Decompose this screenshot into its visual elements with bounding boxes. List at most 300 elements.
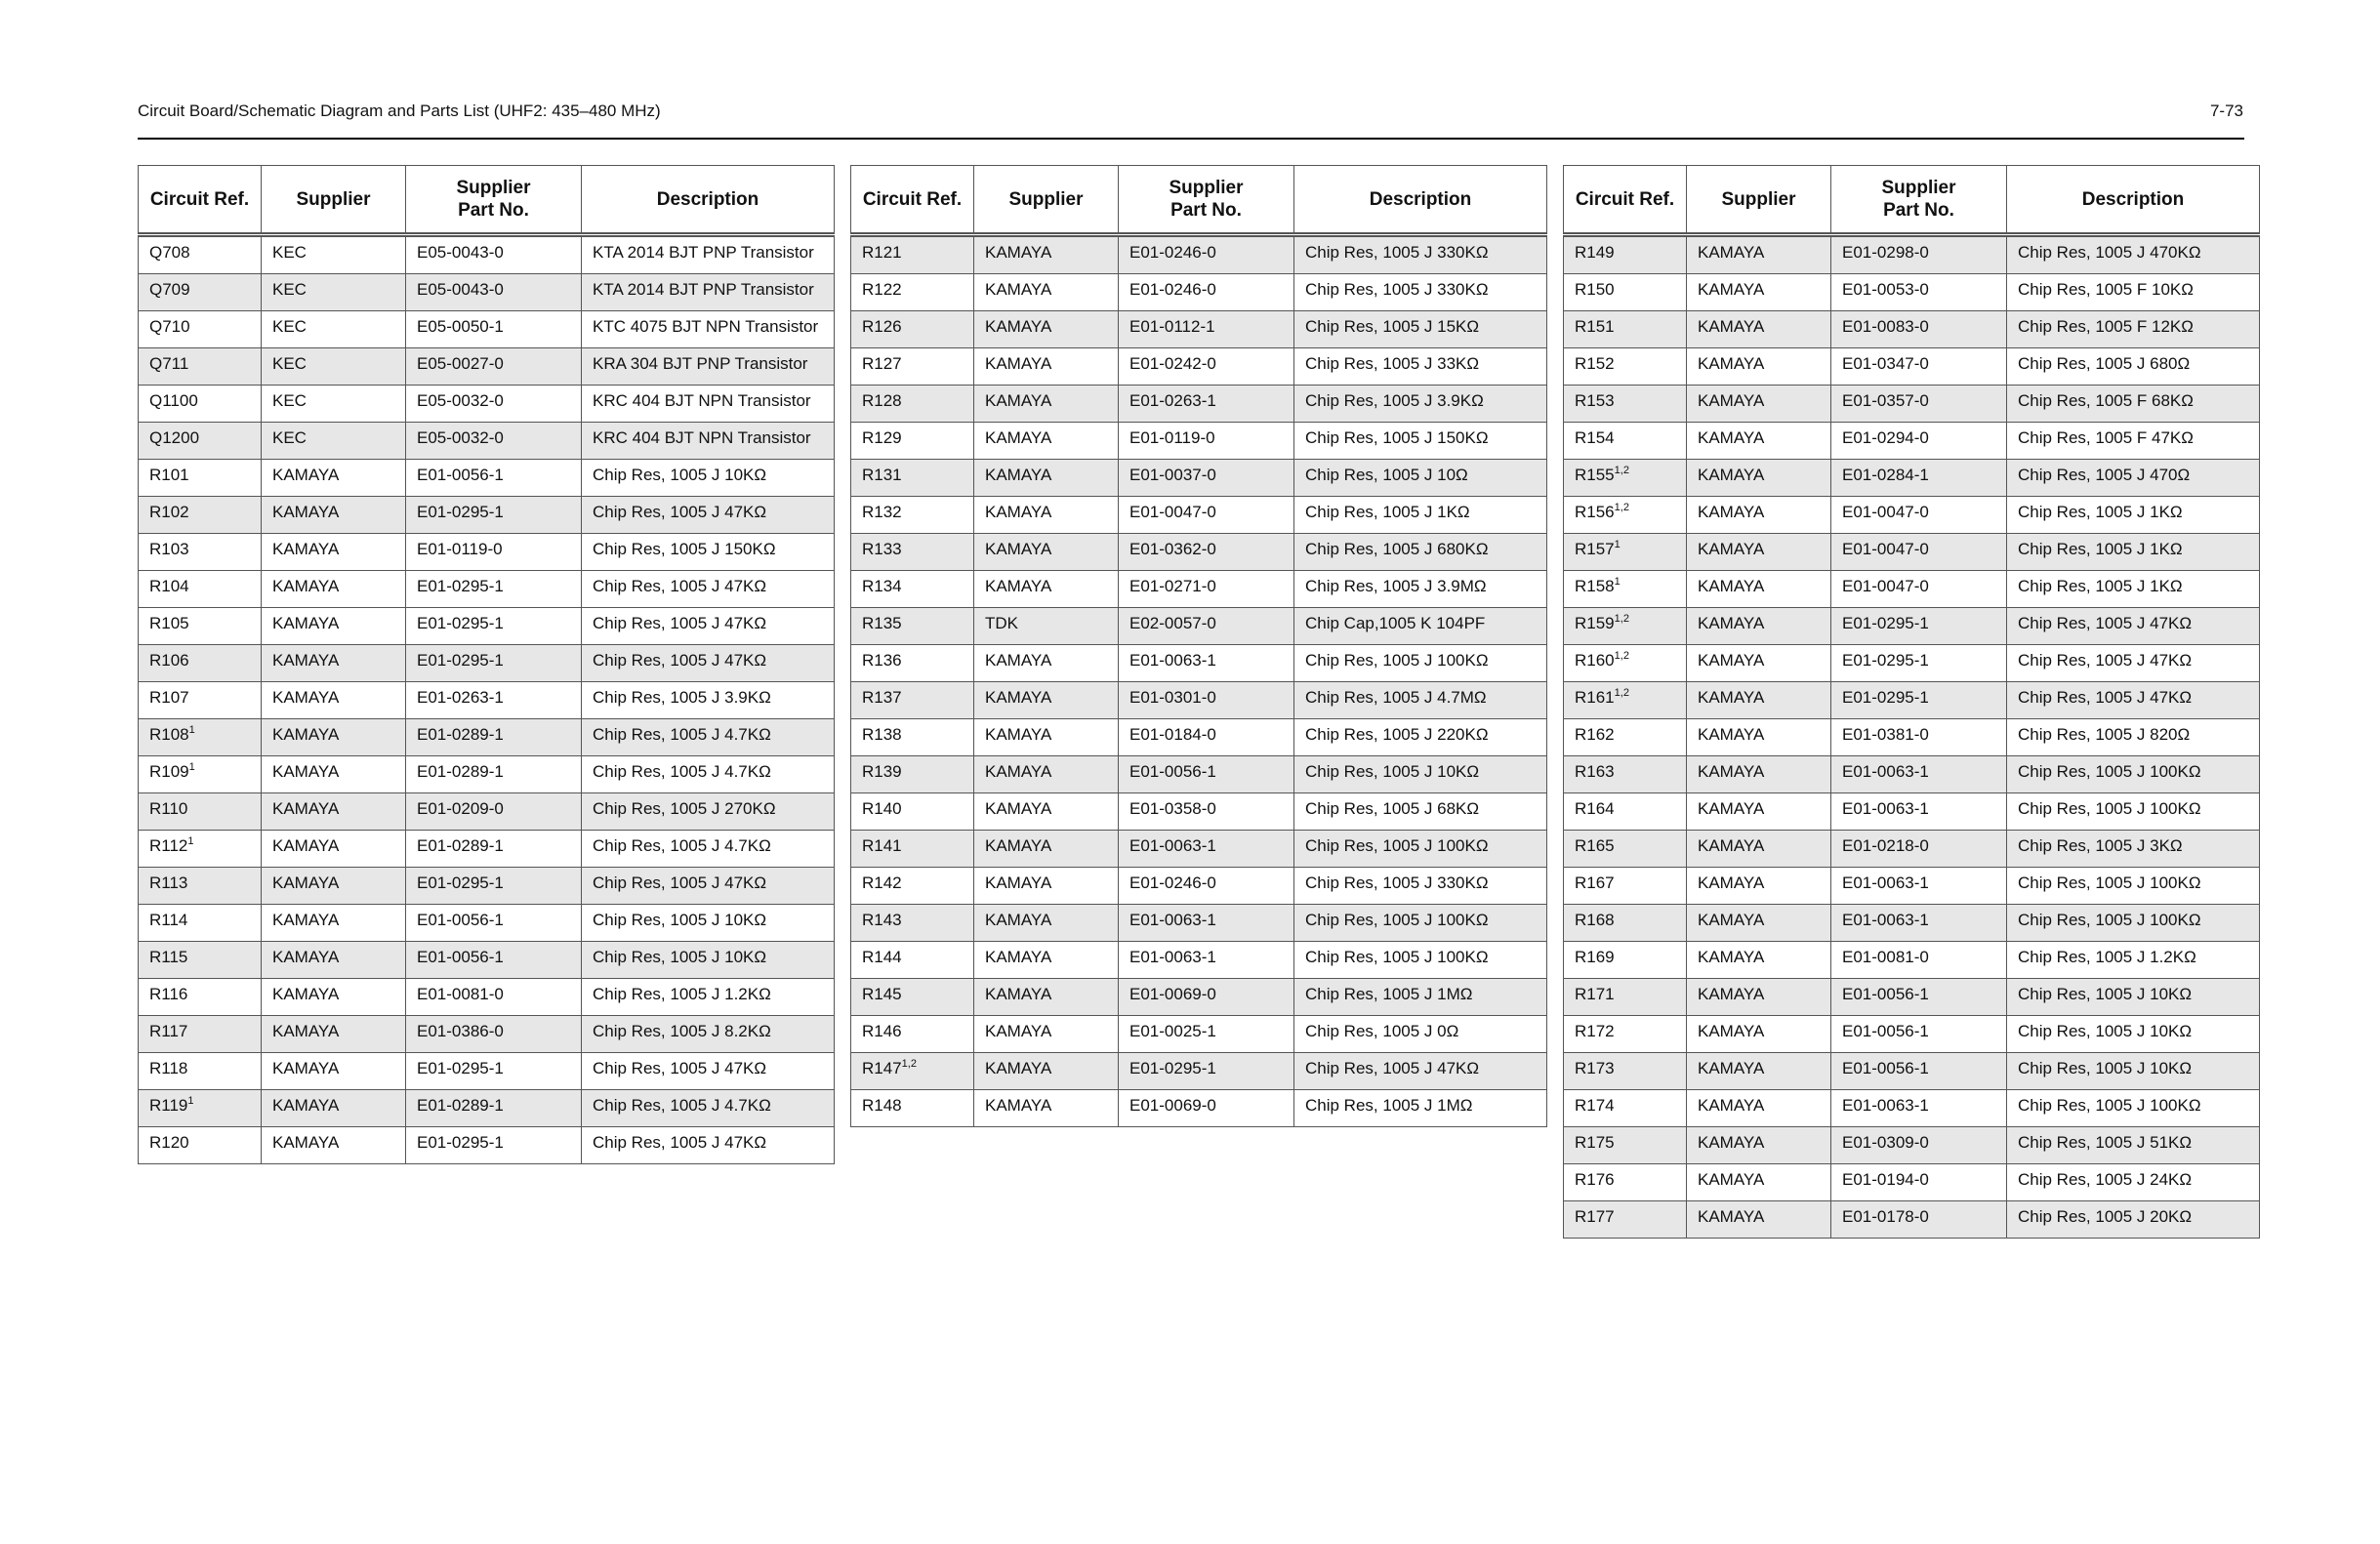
table-row xyxy=(139,608,835,645)
circuit-ref-cell xyxy=(1564,1016,1687,1053)
part-no-cell: E01-0295-1 xyxy=(406,571,582,608)
supplier-cell: KAMAYA xyxy=(974,235,1119,274)
footnote-marker: 1,2 xyxy=(901,1058,917,1070)
circuit-ref-cell xyxy=(1564,979,1687,1016)
table-row xyxy=(139,905,835,942)
table-row xyxy=(1564,460,2260,497)
part-no-cell: E01-0081-0 xyxy=(406,979,582,1016)
supplier-cell: KAMAYA xyxy=(1687,1201,1831,1239)
supplier-cell: KAMAYA xyxy=(1687,831,1831,868)
supplier-cell: KAMAYA xyxy=(1687,423,1831,460)
table-row xyxy=(1564,274,2260,311)
circuit-ref-header: Circuit Ref. xyxy=(1564,166,1687,235)
circuit-ref-cell xyxy=(851,1016,974,1053)
description-cell: KTC 4075 BJT NPN Transistor xyxy=(582,311,835,348)
circuit-ref-cell xyxy=(139,682,262,719)
supplier-cell: KAMAYA xyxy=(1687,645,1831,682)
description-cell: Chip Res, 1005 J 330KΩ xyxy=(1294,868,1547,905)
circuit-ref: R177 xyxy=(1575,1207,1615,1226)
description-header: Description xyxy=(582,166,835,235)
circuit-ref: R129 xyxy=(862,428,902,447)
parts-table-2 xyxy=(850,165,1547,1127)
circuit-ref-cell xyxy=(139,571,262,608)
table-row xyxy=(139,942,835,979)
supplier-cell: KAMAYA xyxy=(262,868,406,905)
circuit-ref-cell xyxy=(1564,386,1687,423)
footnote-marker: 1 xyxy=(188,724,195,736)
description-cell: Chip Res, 1005 J 330KΩ xyxy=(1294,274,1547,311)
circuit-ref-cell xyxy=(851,645,974,682)
circuit-ref: R101 xyxy=(149,466,189,484)
part-no-cell: E01-0295-1 xyxy=(1119,1053,1294,1090)
part-no-cell: E01-0295-1 xyxy=(406,868,582,905)
table-row xyxy=(139,831,835,868)
table-row xyxy=(139,756,835,793)
circuit-ref: R126 xyxy=(862,317,902,336)
supplier-cell: KAMAYA xyxy=(1687,311,1831,348)
part-no-cell: E01-0289-1 xyxy=(406,756,582,793)
supplier-cell: KAMAYA xyxy=(1687,608,1831,645)
circuit-ref-cell xyxy=(851,942,974,979)
circuit-ref-cell xyxy=(851,497,974,534)
part-no-cell: E01-0112-1 xyxy=(1119,311,1294,348)
circuit-ref-cell xyxy=(1564,274,1687,311)
description-cell: Chip Res, 1005 F 47KΩ xyxy=(2007,423,2260,460)
part-no-cell: E01-0295-1 xyxy=(406,1127,582,1164)
part-no-cell: E01-0295-1 xyxy=(406,497,582,534)
part-no-cell: E01-0246-0 xyxy=(1119,868,1294,905)
supplier-cell: KAMAYA xyxy=(1687,979,1831,1016)
circuit-ref-cell xyxy=(851,311,974,348)
part-no-cell: E01-0063-1 xyxy=(1831,756,2007,793)
circuit-ref-cell xyxy=(851,756,974,793)
header-rule xyxy=(138,138,2244,140)
circuit-ref-header: Circuit Ref. xyxy=(139,166,262,235)
part-no-cell: E01-0209-0 xyxy=(406,793,582,831)
supplier-cell: KAMAYA xyxy=(262,1016,406,1053)
table-row xyxy=(851,274,1547,311)
part-no-cell: E01-0047-0 xyxy=(1831,497,2007,534)
description-cell: Chip Res, 1005 J 3KΩ xyxy=(2007,831,2260,868)
footnote-marker: 1 xyxy=(188,761,195,773)
description-cell: Chip Res, 1005 J 820Ω xyxy=(2007,719,2260,756)
circuit-ref-cell xyxy=(139,756,262,793)
circuit-ref: Q1100 xyxy=(149,391,198,410)
part-no-cell: E01-0263-1 xyxy=(406,682,582,719)
circuit-ref: R132 xyxy=(862,503,902,521)
circuit-ref: R175 xyxy=(1575,1133,1615,1152)
table-row xyxy=(1564,1053,2260,1090)
circuit-ref-cell xyxy=(851,868,974,905)
table-row xyxy=(139,571,835,608)
header-row xyxy=(139,166,835,235)
circuit-ref: R114 xyxy=(149,911,188,929)
circuit-ref-cell xyxy=(1564,831,1687,868)
description-cell: Chip Res, 1005 J 680KΩ xyxy=(1294,534,1547,571)
part-no-cell: E01-0301-0 xyxy=(1119,682,1294,719)
circuit-ref: R174 xyxy=(1575,1096,1615,1115)
circuit-ref-cell xyxy=(851,235,974,274)
circuit-ref: R142 xyxy=(862,874,902,892)
circuit-ref-cell xyxy=(139,793,262,831)
part-no-cell: E01-0295-1 xyxy=(1831,608,2007,645)
circuit-ref: R104 xyxy=(149,577,189,595)
circuit-ref: R115 xyxy=(149,948,188,966)
table-row xyxy=(851,756,1547,793)
part-no-cell: E02-0057-0 xyxy=(1119,608,1294,645)
supplier-cell: KAMAYA xyxy=(974,386,1119,423)
supplier-cell: KAMAYA xyxy=(262,979,406,1016)
circuit-ref-cell xyxy=(1564,645,1687,682)
part-no-cell: E01-0063-1 xyxy=(1119,831,1294,868)
circuit-ref: R128 xyxy=(862,391,902,410)
table-row xyxy=(1564,423,2260,460)
table-row xyxy=(1564,235,2260,274)
table-row xyxy=(1564,831,2260,868)
circuit-ref-cell xyxy=(139,645,262,682)
part-no-cell: E01-0083-0 xyxy=(1831,311,2007,348)
description-cell: Chip Res, 1005 J 100KΩ xyxy=(2007,793,2260,831)
circuit-ref: R149 xyxy=(1575,243,1615,262)
circuit-ref: R168 xyxy=(1575,911,1615,929)
table-row xyxy=(1564,386,2260,423)
part-no-cell: E01-0047-0 xyxy=(1831,571,2007,608)
part-no-cell: E01-0309-0 xyxy=(1831,1127,2007,1164)
part-no-cell: E01-0063-1 xyxy=(1831,905,2007,942)
supplier-cell: KAMAYA xyxy=(262,534,406,571)
circuit-ref: R145 xyxy=(862,985,902,1003)
part-no-cell: E01-0289-1 xyxy=(406,719,582,756)
circuit-ref: R113 xyxy=(149,874,188,892)
footnote-marker: 1,2 xyxy=(1614,613,1629,625)
description-cell: Chip Res, 1005 J 47KΩ xyxy=(582,645,835,682)
footnote-marker: 1 xyxy=(187,835,194,847)
supplier-cell: KAMAYA xyxy=(974,645,1119,682)
part-no-cell: E01-0063-1 xyxy=(1119,905,1294,942)
circuit-ref: R148 xyxy=(862,1096,902,1115)
supplier-cell: KAMAYA xyxy=(1687,235,1831,274)
circuit-ref: Q711 xyxy=(149,354,189,373)
supplier-cell: KAMAYA xyxy=(974,1090,1119,1127)
description-cell: Chip Res, 1005 J 150KΩ xyxy=(1294,423,1547,460)
supplier-cell: KAMAYA xyxy=(974,571,1119,608)
supplier-header: Supplier xyxy=(1687,166,1831,235)
supplier-cell: KAMAYA xyxy=(974,942,1119,979)
description-cell: Chip Res, 1005 J 47KΩ xyxy=(582,868,835,905)
circuit-ref: R159 xyxy=(1575,614,1615,632)
description-cell: Chip Res, 1005 J 47KΩ xyxy=(1294,1053,1547,1090)
header-row xyxy=(1564,166,2260,235)
part-no-cell: E01-0047-0 xyxy=(1831,534,2007,571)
description-cell: Chip Res, 1005 J 20KΩ xyxy=(2007,1201,2260,1239)
table-row xyxy=(139,979,835,1016)
circuit-ref-cell xyxy=(851,348,974,386)
supplier-cell: KAMAYA xyxy=(262,793,406,831)
description-cell: Chip Res, 1005 J 8.2KΩ xyxy=(582,1016,835,1053)
description-cell: Chip Res, 1005 J 1MΩ xyxy=(1294,979,1547,1016)
table-row xyxy=(1564,311,2260,348)
circuit-ref-cell xyxy=(139,868,262,905)
supplier-cell: TDK xyxy=(974,608,1119,645)
circuit-ref: R165 xyxy=(1575,836,1615,855)
supplier-cell: KAMAYA xyxy=(1687,386,1831,423)
description-cell: Chip Res, 1005 J 33KΩ xyxy=(1294,348,1547,386)
circuit-ref-cell xyxy=(139,979,262,1016)
circuit-ref: R138 xyxy=(862,725,902,744)
description-cell: Chip Res, 1005 J 3.9KΩ xyxy=(582,682,835,719)
table-row xyxy=(139,1016,835,1053)
supplier-cell: KAMAYA xyxy=(262,831,406,868)
part-no-cell: E05-0043-0 xyxy=(406,274,582,311)
part-no-cell: E01-0298-0 xyxy=(1831,235,2007,274)
description-cell: Chip Res, 1005 J 10KΩ xyxy=(1294,756,1547,793)
circuit-ref-cell xyxy=(139,497,262,534)
part-no-cell: E01-0347-0 xyxy=(1831,348,2007,386)
circuit-ref: R154 xyxy=(1575,428,1615,447)
circuit-ref: R116 xyxy=(149,985,188,1003)
supplier-cell: KAMAYA xyxy=(262,756,406,793)
description-cell: Chip Res, 1005 J 1KΩ xyxy=(2007,534,2260,571)
supplier-header: Supplier xyxy=(262,166,406,235)
supplier-cell: KAMAYA xyxy=(262,942,406,979)
table-row xyxy=(139,793,835,831)
supplier-cell: KAMAYA xyxy=(974,756,1119,793)
circuit-ref-cell xyxy=(1564,682,1687,719)
circuit-ref-cell xyxy=(139,1090,262,1127)
supplier-cell: KAMAYA xyxy=(1687,719,1831,756)
description-cell: Chip Res, 1005 J 4.7KΩ xyxy=(582,756,835,793)
part-no-cell: E01-0246-0 xyxy=(1119,274,1294,311)
part-no-cell: E01-0037-0 xyxy=(1119,460,1294,497)
part-no-cell: E01-0263-1 xyxy=(1119,386,1294,423)
supplier-cell: KEC xyxy=(262,274,406,311)
supplier-cell: KAMAYA xyxy=(974,423,1119,460)
table-row xyxy=(1564,1164,2260,1201)
supplier-cell: KAMAYA xyxy=(1687,682,1831,719)
circuit-ref-cell xyxy=(1564,905,1687,942)
description-cell: Chip Res, 1005 F 10KΩ xyxy=(2007,274,2260,311)
circuit-ref-cell xyxy=(139,1016,262,1053)
circuit-ref-cell xyxy=(1564,1090,1687,1127)
circuit-ref-cell xyxy=(139,831,262,868)
table-row xyxy=(1564,348,2260,386)
circuit-ref: R141 xyxy=(862,836,902,855)
description-cell: Chip Res, 1005 J 1KΩ xyxy=(2007,571,2260,608)
circuit-ref: R110 xyxy=(149,799,188,818)
circuit-ref: R107 xyxy=(149,688,189,707)
part-no-cell: E01-0053-0 xyxy=(1831,274,2007,311)
table-row xyxy=(851,348,1547,386)
description-cell: Chip Res, 1005 J 47KΩ xyxy=(2007,682,2260,719)
circuit-ref: R150 xyxy=(1575,280,1615,299)
table-row xyxy=(1564,571,2260,608)
description-cell: Chip Res, 1005 J 270KΩ xyxy=(582,793,835,831)
description-cell: Chip Res, 1005 J 100KΩ xyxy=(2007,756,2260,793)
circuit-ref: R102 xyxy=(149,503,189,521)
footnote-marker: 1,2 xyxy=(1614,502,1629,513)
part-no-cell: E01-0386-0 xyxy=(406,1016,582,1053)
table-row xyxy=(851,1090,1547,1127)
part-no-cell: E01-0063-1 xyxy=(1831,1090,2007,1127)
supplier-cell: KAMAYA xyxy=(1687,905,1831,942)
description-cell: Chip Res, 1005 F 68KΩ xyxy=(2007,386,2260,423)
circuit-ref-cell xyxy=(1564,571,1687,608)
circuit-ref: R152 xyxy=(1575,354,1615,373)
table-row xyxy=(1564,979,2260,1016)
circuit-ref-cell xyxy=(139,386,262,423)
part-no-cell: E01-0242-0 xyxy=(1119,348,1294,386)
supplier-cell: KAMAYA xyxy=(1687,1053,1831,1090)
circuit-ref-cell xyxy=(1564,311,1687,348)
part-no-cell: E01-0289-1 xyxy=(406,1090,582,1127)
circuit-ref: R135 xyxy=(862,614,902,632)
description-cell: Chip Res, 1005 J 10KΩ xyxy=(582,942,835,979)
circuit-ref-header: Circuit Ref. xyxy=(851,166,974,235)
supplier-cell: KAMAYA xyxy=(262,719,406,756)
description-cell: Chip Res, 1005 J 47KΩ xyxy=(2007,608,2260,645)
header-row xyxy=(851,166,1547,235)
part-no-cell: E01-0056-1 xyxy=(406,942,582,979)
table-row xyxy=(851,235,1547,274)
part-no-cell: E01-0081-0 xyxy=(1831,942,2007,979)
description-cell: Chip Res, 1005 J 10KΩ xyxy=(582,905,835,942)
supplier-cell: KAMAYA xyxy=(262,645,406,682)
table-row xyxy=(1564,868,2260,905)
circuit-ref-cell xyxy=(1564,534,1687,571)
supplier-cell: KAMAYA xyxy=(974,793,1119,831)
table-row xyxy=(139,497,835,534)
description-cell: Chip Res, 1005 J 4.7KΩ xyxy=(582,719,835,756)
description-cell: Chip Res, 1005 J 470KΩ xyxy=(2007,235,2260,274)
circuit-ref-cell xyxy=(139,942,262,979)
supplier-cell: KAMAYA xyxy=(974,1053,1119,1090)
circuit-ref: R140 xyxy=(862,799,902,818)
description-cell: Chip Res, 1005 J 10KΩ xyxy=(582,460,835,497)
circuit-ref: R133 xyxy=(862,540,902,558)
circuit-ref: R156 xyxy=(1575,503,1615,521)
circuit-ref-cell xyxy=(851,534,974,571)
circuit-ref-cell xyxy=(139,719,262,756)
part-no-cell: E01-0295-1 xyxy=(406,608,582,645)
supplier-cell: KAMAYA xyxy=(262,1053,406,1090)
circuit-ref: R144 xyxy=(862,948,902,966)
table-row xyxy=(1564,645,2260,682)
circuit-ref: R122 xyxy=(862,280,902,299)
table-row xyxy=(139,645,835,682)
description-cell: KTA 2014 BJT PNP Transistor xyxy=(582,235,835,274)
supplier-cell: KAMAYA xyxy=(974,274,1119,311)
part-no-cell: E01-0295-1 xyxy=(406,645,582,682)
supplier-cell: KAMAYA xyxy=(974,460,1119,497)
description-cell: KRC 404 BJT NPN Transistor xyxy=(582,386,835,423)
circuit-ref-cell xyxy=(851,1090,974,1127)
part-no-cell: E01-0119-0 xyxy=(1119,423,1294,460)
table-row xyxy=(1564,719,2260,756)
circuit-ref-cell xyxy=(1564,608,1687,645)
circuit-ref-cell xyxy=(851,1053,974,1090)
table-row xyxy=(139,1090,835,1127)
part-no-cell: E01-0357-0 xyxy=(1831,386,2007,423)
parts-table-1 xyxy=(138,165,835,1164)
supplier-cell: KAMAYA xyxy=(974,719,1119,756)
circuit-ref-cell xyxy=(1564,1201,1687,1239)
supplier-cell: KAMAYA xyxy=(974,905,1119,942)
table-row xyxy=(851,868,1547,905)
table-row xyxy=(851,979,1547,1016)
circuit-ref-cell xyxy=(1564,423,1687,460)
circuit-ref: R143 xyxy=(862,911,902,929)
description-cell: Chip Res, 1005 J 1.2KΩ xyxy=(2007,942,2260,979)
table-row xyxy=(1564,942,2260,979)
circuit-ref: R164 xyxy=(1575,799,1615,818)
supplier-cell: KAMAYA xyxy=(974,1016,1119,1053)
supplier-cell: KEC xyxy=(262,423,406,460)
circuit-ref: R167 xyxy=(1575,874,1615,892)
supplier-cell: KAMAYA xyxy=(974,311,1119,348)
supplier-cell: KAMAYA xyxy=(1687,793,1831,831)
circuit-ref: R127 xyxy=(862,354,902,373)
part-no-cell: E01-0295-1 xyxy=(406,1053,582,1090)
part-no-cell: E01-0056-1 xyxy=(1831,979,2007,1016)
description-cell: Chip Res, 1005 J 1KΩ xyxy=(1294,497,1547,534)
footnote-marker: 1 xyxy=(1614,576,1621,588)
table-row xyxy=(139,423,835,460)
description-cell: Chip Res, 1005 J 24KΩ xyxy=(2007,1164,2260,1201)
table-row xyxy=(851,460,1547,497)
circuit-ref: R160 xyxy=(1575,651,1615,670)
table-row xyxy=(851,831,1547,868)
description-cell: Chip Res, 1005 J 15KΩ xyxy=(1294,311,1547,348)
table-row xyxy=(1564,793,2260,831)
part-no-cell: E01-0047-0 xyxy=(1119,497,1294,534)
description-cell: Chip Cap,1005 K 104PF xyxy=(1294,608,1547,645)
circuit-ref-cell xyxy=(851,831,974,868)
supplier-cell: KEC xyxy=(262,311,406,348)
description-cell: Chip Res, 1005 J 47KΩ xyxy=(2007,645,2260,682)
description-cell: Chip Res, 1005 J 330KΩ xyxy=(1294,235,1547,274)
table-row xyxy=(1564,905,2260,942)
table-row xyxy=(1564,1127,2260,1164)
table-row xyxy=(139,274,835,311)
circuit-ref-cell xyxy=(851,608,974,645)
table-row xyxy=(1564,682,2260,719)
part-no-cell: E01-0069-0 xyxy=(1119,979,1294,1016)
part-no-cell: E01-0119-0 xyxy=(406,534,582,571)
table-row xyxy=(851,534,1547,571)
description-cell: Chip Res, 1005 J 100KΩ xyxy=(2007,1090,2260,1127)
table-row xyxy=(139,682,835,719)
part-no-cell: E01-0056-1 xyxy=(1119,756,1294,793)
table-row xyxy=(139,311,835,348)
circuit-ref-cell xyxy=(139,534,262,571)
part-no-cell: E01-0246-0 xyxy=(1119,235,1294,274)
circuit-ref: R121 xyxy=(862,243,902,262)
table-row xyxy=(139,460,835,497)
description-cell: Chip Res, 1005 J 0Ω xyxy=(1294,1016,1547,1053)
footnote-marker: 1,2 xyxy=(1614,687,1629,699)
description-cell: Chip Res, 1005 J 68KΩ xyxy=(1294,793,1547,831)
description-header: Description xyxy=(2007,166,2260,235)
supplier-cell: KAMAYA xyxy=(262,1090,406,1127)
circuit-ref-cell xyxy=(139,1053,262,1090)
circuit-ref: R106 xyxy=(149,651,189,670)
circuit-ref: R112 xyxy=(149,836,188,855)
footnote-marker: 1 xyxy=(187,1095,194,1107)
circuit-ref-cell xyxy=(139,423,262,460)
part-no-cell: E01-0271-0 xyxy=(1119,571,1294,608)
table-row xyxy=(139,534,835,571)
table-row xyxy=(1564,608,2260,645)
